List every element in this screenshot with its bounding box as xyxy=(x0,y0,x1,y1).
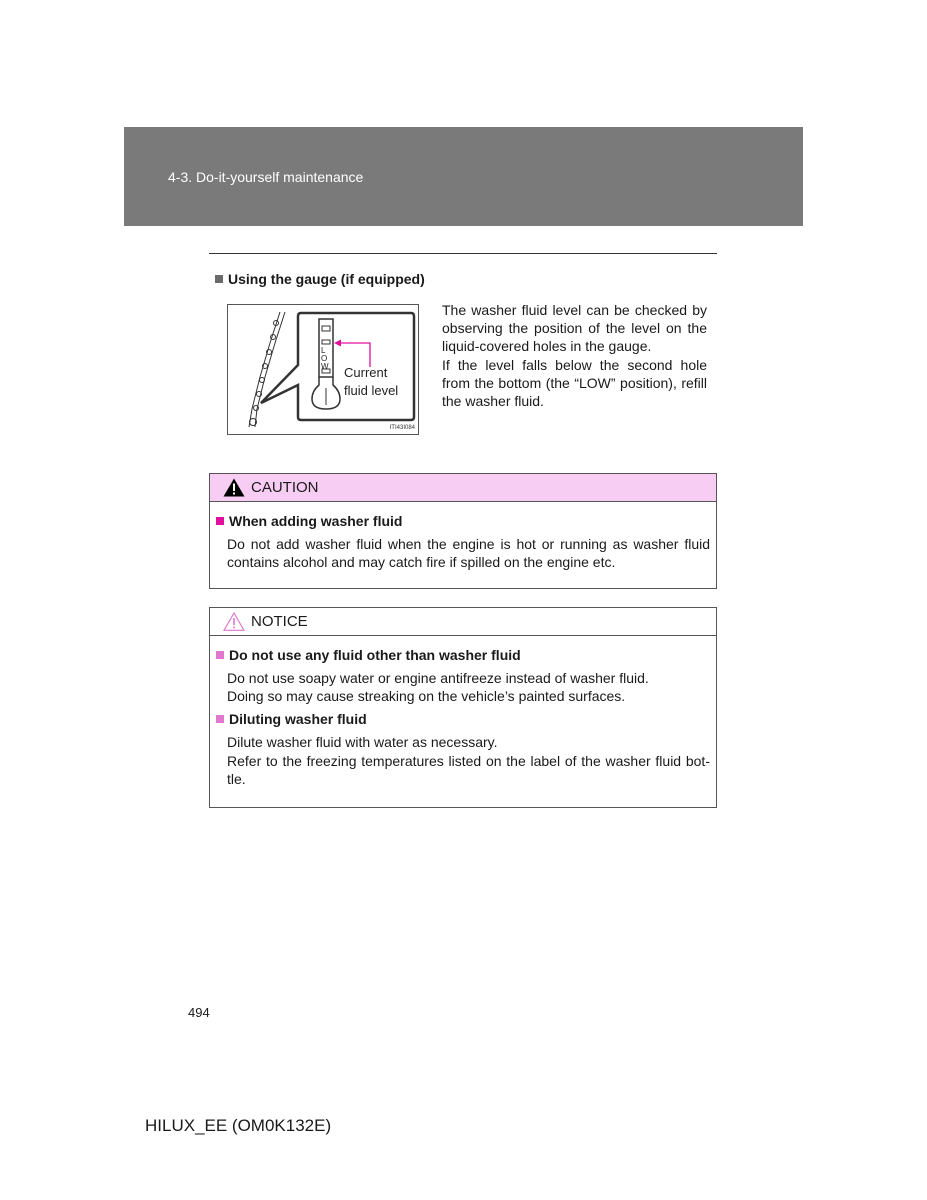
notice-item-2-body-line-1: Dilute washer fluid with water as necessary. xyxy=(227,734,498,751)
gauge-letter-w: W xyxy=(321,362,329,371)
top-divider xyxy=(209,253,717,254)
magenta-square-bullet-icon xyxy=(216,517,224,525)
notice-box xyxy=(209,607,717,808)
header-band xyxy=(124,127,803,226)
caution-box xyxy=(209,473,717,589)
gauge-description xyxy=(442,301,707,410)
gauge-section-title: Using the gauge (if equipped) xyxy=(228,271,425,287)
document-id: HILUX_EE (OM0K132E) xyxy=(145,1116,332,1135)
gauge-illustration xyxy=(227,304,419,435)
caution-item-body: Do not add washer fluid when the engine is hot or running as washer fluid contains alcohol and may catch fire if spilled on the engine etc. xyxy=(227,536,710,571)
warning-triangle-icon xyxy=(223,478,245,497)
gauge-letter-l: L xyxy=(321,346,326,355)
notice-header xyxy=(210,608,716,636)
notice-item-2-heading xyxy=(210,711,716,727)
warning-triangle-outline-icon xyxy=(223,612,245,631)
notice-item-2-body-line-2: Refer to the freezing temperatures listed on the label of the washer fluid bot-tle. xyxy=(227,752,710,787)
gauge-letter-o: O xyxy=(321,354,328,363)
caution-title: CAUTION xyxy=(251,479,319,496)
gauge-description-para-1: The washer fluid level can be checked by observing the position of the level on the liquid-covered holes in the gauge. xyxy=(442,302,707,355)
pink-square-bullet-icon xyxy=(216,651,224,659)
notice-item-1-body xyxy=(210,669,716,705)
gray-square-bullet-icon xyxy=(215,275,223,283)
figure-code: ITI43I084 xyxy=(389,425,415,431)
notice-item-1-body-line-2: Doing so may cause streaking on the vehicle’s painted surfaces. xyxy=(227,688,626,705)
pink-square-bullet-icon xyxy=(216,715,224,723)
notice-title: NOTICE xyxy=(251,613,308,630)
notice-item-1-heading-text: Do not use any fluid other than washer fluid xyxy=(229,647,521,663)
fig-label-line1: Current xyxy=(344,365,388,380)
caution-header xyxy=(210,474,716,502)
notice-item-2-body xyxy=(210,733,716,788)
current-fluid-level-label xyxy=(344,364,398,400)
caution-item-heading-text: When adding washer fluid xyxy=(229,513,403,529)
notice-item-1-body-line-1: Do not use soapy water or engine antifreeze instead of washer fluid. xyxy=(227,670,649,686)
notice-item-2-heading-text: Diluting washer fluid xyxy=(229,711,367,728)
notice-item-1-heading xyxy=(210,647,716,663)
gauge-description-para-2: If the level falls below the second hole from the bottom (the “LOW” position), refill the washer fluid. xyxy=(442,356,707,410)
gauge-section-heading xyxy=(215,271,425,287)
fig-label-line2: fluid level xyxy=(344,383,399,398)
page-number: 494 xyxy=(188,1005,210,1020)
section-title: 4-3. Do-it-yourself maintenance xyxy=(168,169,364,185)
caution-item-heading xyxy=(210,513,716,529)
